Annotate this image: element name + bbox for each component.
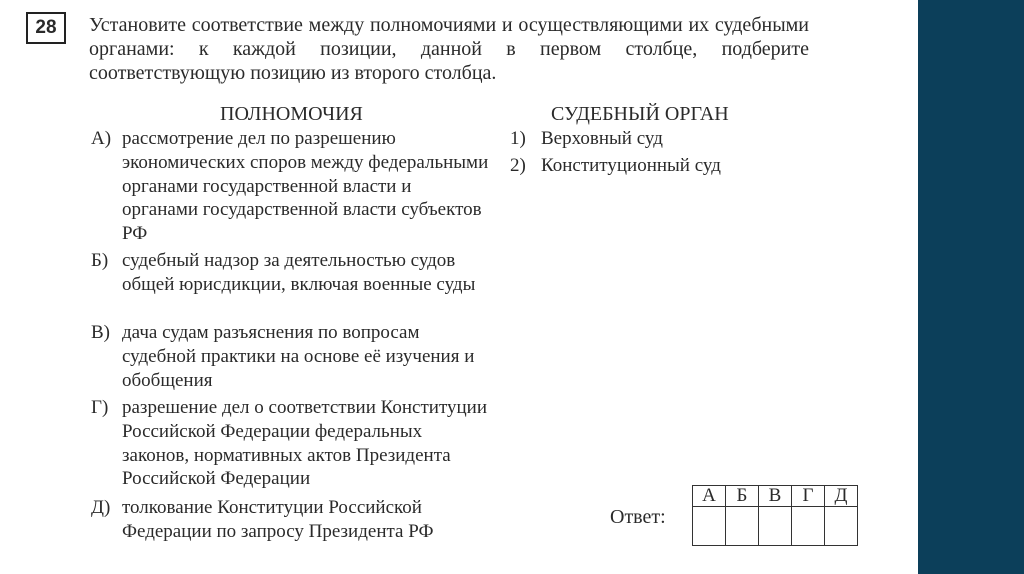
power-item-a (91, 127, 491, 246)
organs-column-header: СУДЕБНЫЙ ОРГАН (551, 103, 729, 125)
answer-cell-g[interactable] (792, 507, 825, 546)
power-text: рассмотрение дел по разрешению экономических споров между федеральными органами государственной власти и органами государственной власти субъектов РФ (122, 128, 489, 245)
organ-number: 1) (510, 128, 526, 149)
power-item-d (91, 496, 491, 544)
answer-header-cell: Б (726, 486, 759, 507)
answer-cell-v[interactable] (759, 507, 792, 546)
power-item-b (91, 249, 491, 297)
power-letter: Б) (91, 250, 109, 271)
answer-label: Ответ: (610, 506, 666, 528)
answer-header-cell: А (693, 486, 726, 507)
answer-header-row (693, 486, 858, 507)
answer-input-row (693, 507, 858, 546)
power-text: толкование Конституции Российской Федерации по запросу Президента РФ (122, 497, 434, 542)
task-number: 28 (26, 12, 66, 44)
powers-column-header: ПОЛНОМОЧИЯ (220, 103, 363, 125)
answer-cell-d[interactable] (825, 507, 858, 546)
answer-header-cell: Д (825, 486, 858, 507)
power-text: судебный надзор за деятельностью судов общей юрисдикции, включая военные суды (122, 250, 476, 295)
power-item-g (91, 396, 491, 491)
organ-name: Верховный суд (541, 128, 663, 149)
power-letter: Д) (91, 497, 111, 518)
power-text: разрешение дел о соответствии Конституции Российской Федерации федеральных законов, нормативных актов Президента Российской Федерации (122, 397, 487, 490)
answer-cell-a[interactable] (693, 507, 726, 546)
answer-header-cell: Г (792, 486, 825, 507)
answer-cell-b[interactable] (726, 507, 759, 546)
organ-item-2 (510, 154, 721, 178)
organ-item-1 (510, 127, 663, 151)
power-letter: А) (91, 128, 112, 149)
power-item-v (91, 321, 491, 392)
power-text: дача судам разъяснения по вопросам судебной практики на основе её изучения и обобщения (122, 322, 475, 391)
organ-number: 2) (510, 155, 526, 176)
side-band (918, 0, 1024, 574)
organ-name: Конституционный суд (541, 155, 721, 176)
power-letter: Г) (91, 397, 109, 418)
answer-header-cell: В (759, 486, 792, 507)
power-letter: В) (91, 322, 110, 343)
answer-table (692, 485, 858, 546)
task-instruction: Установите соответствие между полномочиями и осуществляющими их судебными органами: к каждой позиции, данной в первом столбце, подберите соответствующую позицию из второго столбца. (89, 14, 809, 84)
